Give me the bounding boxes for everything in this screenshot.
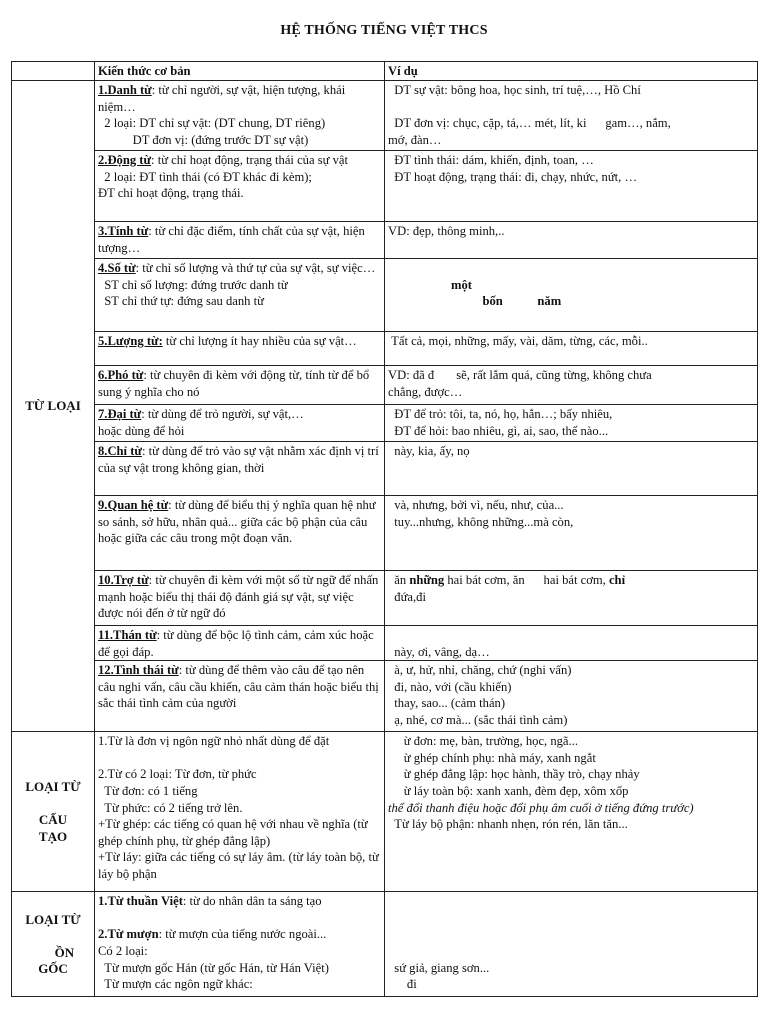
knowledge-text: DT đơn vị: (đứng trước DT sự vật) [98, 132, 309, 147]
example-line [388, 816, 754, 833]
example-text: à, ư, hử, nhỉ, chăng, chứ (nghi vấn) [388, 663, 572, 678]
example-text: ĐT để hỏi: bao nhiêu, gì, ai, sao, thế nào... [388, 423, 609, 438]
table-header-row [12, 62, 758, 81]
knowledge-line [98, 816, 381, 849]
knowledge-line [98, 800, 381, 817]
table-row [12, 571, 758, 626]
category-label: ỒN [31, 944, 75, 960]
knowledge-line [98, 976, 381, 993]
example-text: thể đổi thanh điệu hoặc đổi phụ âm cuối ở tiếng đứng trước) [388, 800, 694, 815]
example-text: ừ ghép chính phụ: nhà máy, xanh ngắt [388, 750, 596, 765]
category-label [15, 796, 91, 813]
example-line [388, 423, 754, 440]
table-row [12, 222, 758, 259]
example-line [388, 152, 754, 169]
knowledge-line [98, 849, 381, 882]
example-text: đi [388, 977, 417, 992]
example-cell [385, 81, 758, 151]
knowledge-text: 8.Chỉ từ [98, 444, 142, 458]
knowledge-text: 1.Từ là đơn vị ngôn ngữ nhỏ nhất dùng để đặt [98, 734, 330, 749]
example-line [388, 82, 754, 99]
example-line [388, 99, 754, 116]
example-cell [385, 571, 758, 626]
example-line [388, 733, 754, 750]
knowledge-text: : từ dùng để thêm vào câu để tạo nên câu nghi vấn, câu cầu khiến, câu cảm thán hoặc biểu thị sắc thái tình cảm của người [98, 663, 382, 711]
category-cell [12, 892, 95, 997]
example-line [388, 132, 754, 149]
knowledge-text: Có 2 loại: [98, 943, 148, 958]
knowledge-line [98, 423, 381, 440]
knowledge-text: ST chỉ thứ tự: đứng sau danh từ [98, 294, 264, 309]
knowledge-line [98, 783, 381, 800]
example-text: bốn năm [388, 294, 562, 309]
example-line [388, 589, 754, 606]
table-row [12, 366, 758, 405]
knowledge-line [98, 293, 381, 310]
example-text: chỉ [608, 573, 626, 587]
knowledge-text [98, 911, 101, 925]
knowledge-text: 2.Từ có 2 loại: Từ đơn, từ phức [98, 767, 257, 782]
knowledge-line [98, 115, 381, 132]
knowledge-cell [95, 661, 385, 732]
header-category [12, 62, 95, 81]
example-text: và, nhưng, bởi vì, nếu, như, của... [388, 498, 564, 512]
knowledge-line [98, 926, 381, 943]
example-text: đứa,đi [388, 589, 426, 604]
knowledge-text: Từ mượn gốc Hán (từ gốc Hán, từ Hán Việt) [98, 960, 329, 975]
example-text: một [388, 277, 472, 292]
example-line [388, 406, 754, 423]
header-knowledge: Kiến thức cơ bản [95, 62, 385, 81]
knowledge-line [98, 960, 381, 977]
knowledge-line [98, 367, 381, 400]
example-cell [385, 405, 758, 442]
table-row [12, 442, 758, 496]
example-cell [385, 222, 758, 259]
knowledge-text [98, 751, 101, 765]
knowledge-cell [95, 732, 385, 892]
table-row [12, 892, 758, 997]
table-row [12, 332, 758, 366]
example-text: Từ láy bộ phận: nhanh nhẹn, rón rén, lăn tăn... [388, 817, 628, 832]
knowledge-text: 1.Từ thuần Việt [98, 894, 183, 909]
knowledge-line [98, 82, 381, 115]
knowledge-text: : từ do nhân dân ta sáng tạo [182, 894, 322, 909]
knowledge-text: : từ chỉ người, sự vật, hiện tượng, khái niệm… [98, 83, 349, 114]
category-label: TỪ LOẠI [25, 398, 81, 414]
knowledge-cell [95, 151, 385, 222]
category-label: LOẠI TỪ [25, 911, 81, 927]
example-cell [385, 892, 758, 997]
knowledge-text: ST chỉ số lượng: đứng trước danh từ [98, 277, 288, 292]
knowledge-line [98, 750, 381, 767]
category-cell [12, 732, 95, 892]
table-row [12, 732, 758, 892]
example-text: DT đơn vị: chục, cặp, tá,… mét, lít, ki gam…, nắm, [388, 116, 671, 131]
knowledge-line [98, 766, 381, 783]
example-line [388, 277, 754, 294]
knowledge-text: 11.Thán từ [98, 628, 157, 642]
example-text: VD: đẹp, thông minh,.. [388, 224, 505, 238]
knowledge-text: 2.Từ mượn [98, 927, 159, 942]
example-cell [385, 366, 758, 405]
knowledge-line [98, 443, 381, 476]
example-line [388, 943, 754, 960]
category-cell [12, 81, 95, 732]
example-line [388, 293, 754, 310]
example-line [388, 926, 754, 943]
knowledge-text: 6.Phó từ [98, 368, 144, 382]
knowledge-text: Từ mượn các ngôn ngữ khác: [98, 977, 253, 992]
knowledge-text: từ chỉ lượng ít hay nhiều của sự vật… [162, 334, 357, 348]
category-label: TẠO [38, 828, 68, 844]
example-cell [385, 496, 758, 571]
knowledge-text: : từ chỉ hoạt động, trạng thái của sự vật [151, 153, 348, 167]
knowledge-text: 4.Số từ [98, 261, 136, 275]
example-text: ĐT để trỏ: tôi, ta, nó, họ, hắn…; bấy nhiêu, [388, 407, 613, 421]
knowledge-text: Từ phức: có 2 tiếng trở lên. [98, 800, 243, 815]
knowledge-line [98, 476, 381, 493]
example-text: tuy...nhưng, không những...mà còn, [388, 514, 574, 529]
knowledge-cell [95, 496, 385, 571]
knowledge-text: 1.Danh từ [98, 83, 152, 97]
example-text: VD: đã đ sẽ, rất lắm quá, cũng từng, không chưa [388, 368, 652, 382]
knowledge-line [98, 893, 381, 910]
knowledge-line [98, 733, 381, 750]
knowledge-text: : từ dùng để trỏ vào sự vật nhằm xác định vị trí của sự vật trong không gian, thời [98, 444, 382, 475]
example-text [388, 894, 391, 908]
example-text: này, ơi, vâng, dạ… [388, 644, 490, 659]
example-text: ừ ghép đẳng lập: học hành, thầy trò, chạy nhảy [388, 767, 640, 782]
knowledge-cell [95, 259, 385, 332]
knowledge-line [98, 260, 381, 277]
knowledge-cell [95, 626, 385, 661]
example-line [388, 695, 754, 712]
example-cell [385, 259, 758, 332]
table-row [12, 496, 758, 571]
table-row [12, 661, 758, 732]
example-line [388, 223, 754, 240]
example-text: đi, nào, với (cầu khiến) [388, 679, 512, 694]
example-line [388, 712, 754, 729]
knowledge-text: : từ dùng để bộc lộ tình cảm, cảm xúc hoặc để gọi đáp. [98, 628, 377, 659]
knowledge-cell [95, 222, 385, 259]
table-row [12, 626, 758, 661]
example-text: ĐT hoạt động, trạng thái: đi, chạy, nhức, nứt, … [388, 169, 638, 184]
knowledge-cell [95, 892, 385, 997]
example-line [388, 627, 754, 644]
knowledge-text: 2 loại: DT chỉ sự vật: (DT chung, DT riêng) [98, 116, 326, 131]
example-text [388, 911, 391, 925]
example-line [388, 115, 754, 132]
example-text: này, kia, ấy, nọ [388, 444, 470, 458]
example-cell [385, 442, 758, 496]
example-line [388, 976, 754, 993]
example-text: Tất cả, mọi, những, mấy, vài, dăm, từng, các, mỗi.. [388, 334, 648, 348]
example-text [388, 261, 391, 275]
knowledge-text: : từ chỉ đặc điểm, tính chất của sự vật, hiện tượng… [98, 224, 368, 255]
page-title: HỆ THỐNG TIẾNG VIỆT THCS [280, 23, 488, 38]
example-line [388, 800, 754, 817]
knowledge-text: 9.Quan hệ từ [98, 498, 169, 512]
example-text [388, 944, 391, 958]
example-line [388, 514, 754, 531]
knowledge-line [98, 223, 381, 256]
example-text: sứ giả, giang sơn... [388, 960, 490, 975]
example-text: ăn [388, 573, 410, 587]
knowledge-text [98, 477, 101, 491]
example-line [388, 572, 754, 589]
example-text: ĐT tình thái: dám, khiến, định, toan, … [388, 153, 594, 167]
example-cell [385, 332, 758, 366]
knowledge-line [98, 277, 381, 294]
table-row [12, 81, 758, 151]
knowledge-cell [95, 366, 385, 405]
knowledge-text: 10.Trợ từ [98, 573, 149, 587]
knowledge-line [98, 572, 381, 622]
example-cell [385, 732, 758, 892]
knowledge-text: : từ dùng để trỏ người, sự vật,… [141, 407, 304, 421]
knowledge-text: 5.Lượng từ: [98, 334, 163, 348]
knowledge-text: ĐT chỉ hoạt động, trạng thái. [98, 186, 244, 201]
knowledge-text: 3.Tính từ [98, 224, 149, 238]
example-text: mớ, đàn… [388, 132, 442, 147]
example-text: ạ, nhé, cơ mà... (sắc thái tình cảm) [388, 712, 568, 727]
knowledge-line [98, 943, 381, 960]
knowledge-text: hoặc dùng để hỏi [98, 423, 185, 438]
table-row [12, 151, 758, 222]
example-line [388, 679, 754, 696]
category-label: CẤU [38, 812, 68, 828]
example-text: ừ láy toàn bộ: xanh xanh, đèm đẹp, xôm xốp [388, 783, 629, 798]
knowledge-line [98, 185, 381, 202]
knowledge-line [98, 333, 381, 350]
category-label [15, 928, 91, 945]
knowledge-text: : từ mượn của tiếng nước ngoài... [158, 927, 327, 942]
example-line [388, 662, 754, 679]
example-text: chẳng, được… [388, 384, 463, 399]
example-line [388, 750, 754, 767]
example-line [388, 260, 754, 277]
knowledge-text: +Từ láy: giữa các tiếng có sự láy âm. (từ láy toàn bộ, từ láy bộ phận [98, 850, 382, 881]
knowledge-line [98, 662, 381, 712]
knowledge-text: Từ đơn: có 1 tiếng [98, 783, 198, 798]
knowledge-text: 12.Tình thái từ [98, 663, 179, 678]
example-line [388, 893, 754, 910]
example-line [388, 367, 754, 384]
category-label: LOẠI TỪ [25, 779, 81, 794]
example-text: hai bát cơm, ăn hai bát cơm, [444, 573, 609, 587]
knowledge-line [98, 406, 381, 423]
example-text [388, 628, 391, 642]
knowledge-line [98, 627, 381, 660]
example-text [388, 927, 391, 941]
knowledge-table [11, 61, 758, 997]
example-text: những [409, 573, 445, 587]
example-line [388, 783, 754, 800]
knowledge-line [98, 169, 381, 186]
knowledge-text: : từ chuyên đi kèm với động từ, tính từ để bổ sung ý nghĩa cho nó [98, 368, 373, 399]
knowledge-cell [95, 442, 385, 496]
example-line [388, 169, 754, 186]
knowledge-text: 2.Động từ [98, 153, 152, 167]
knowledge-text: : từ chỉ số lượng và thứ tự của sự vật, sự việc… [135, 261, 376, 275]
knowledge-line [98, 910, 381, 927]
knowledge-cell [95, 332, 385, 366]
example-line [388, 333, 754, 350]
knowledge-text: : từ chuyên đi kèm với một số từ ngữ để nhấn mạnh hoặc biểu thị thái độ đánh giá sự vật, sự việc được nói đến ở từ ngữ đó [98, 573, 382, 621]
example-line [388, 644, 754, 661]
example-text: ừ đơn: mẹ, bàn, trường, học, ngã... [388, 734, 578, 749]
example-line [388, 910, 754, 927]
example-line [388, 443, 754, 460]
knowledge-text: +Từ ghép: các tiếng có quan hệ với nhau về nghĩa (từ ghép chính phụ, từ ghép đẳng lập) [98, 817, 371, 848]
knowledge-cell [95, 405, 385, 442]
category-label: GỐC [38, 961, 68, 977]
example-cell [385, 626, 758, 661]
example-cell [385, 661, 758, 732]
example-line [388, 960, 754, 977]
header-example: Ví dụ [385, 62, 758, 81]
table-row [12, 405, 758, 442]
knowledge-line [98, 497, 381, 547]
example-line [388, 384, 754, 401]
example-cell [385, 151, 758, 222]
knowledge-cell [95, 571, 385, 626]
example-text: thay, sao... (cảm thán) [388, 696, 506, 711]
example-line [388, 766, 754, 783]
knowledge-line [98, 152, 381, 169]
knowledge-text: 2 loại: ĐT tình thái (có ĐT khác đi kèm); [98, 169, 312, 184]
knowledge-text: : từ dùng để biểu thị ý nghĩa quan hệ như so sánh, sở hữu, nhân quả... giữa các bộ phận của câu hoặc giữa các câu trong một đoạn văn. [98, 498, 379, 546]
example-line [388, 497, 754, 514]
example-text: DT sự vật: bông hoa, học sinh, trí tuệ,…, Hồ Chí [388, 83, 641, 97]
knowledge-line [98, 132, 381, 149]
table-row [12, 259, 758, 332]
example-text [388, 100, 391, 114]
knowledge-text: 7.Đại từ [98, 407, 142, 421]
knowledge-cell [95, 81, 385, 151]
